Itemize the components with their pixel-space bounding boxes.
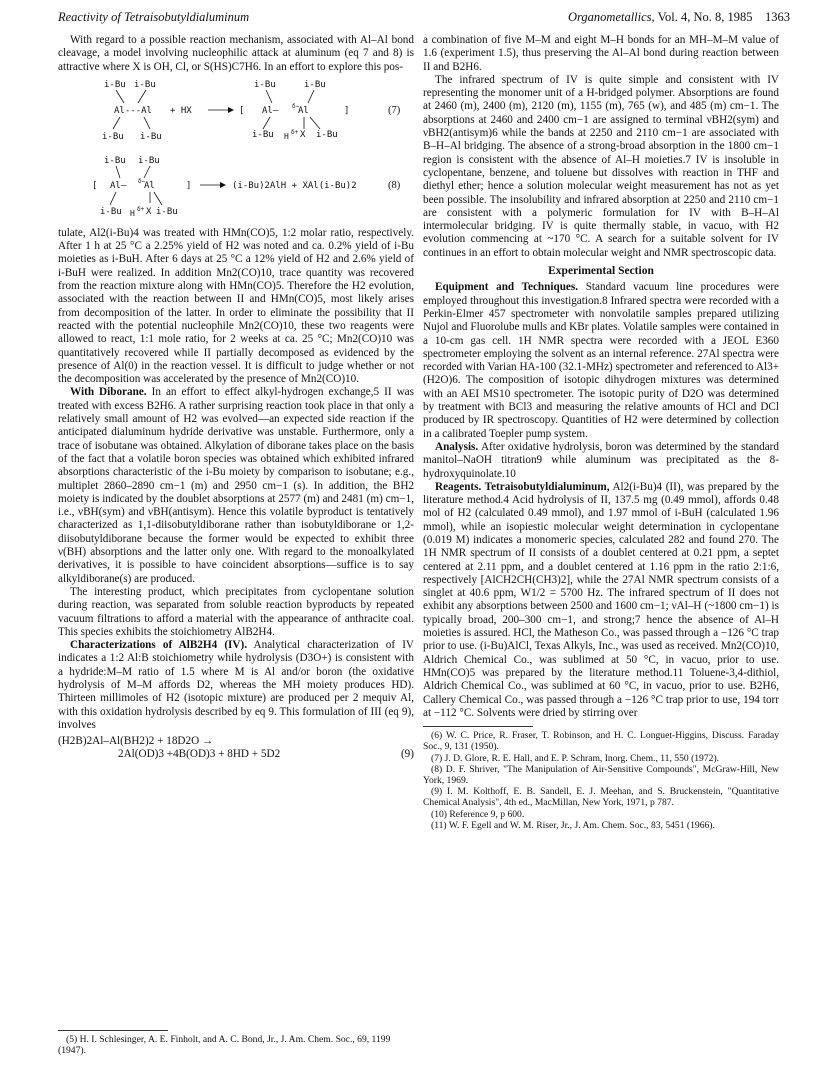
scheme-label: i-Bu — [104, 79, 126, 90]
journal-volume: Vol. 4, No. 8, 1985 — [657, 10, 753, 24]
footnote: (5) H. I. Schlesinger, A. E. Finholt, and A. C. Bond, Jr., J. Am. Chem. Soc., 69, 1199 (1947). — [58, 1034, 391, 1057]
footnote: (8) D. F. Shriver, "The Manipulation of Air-Sensitive Compounds", McGraw-Hill, New York, 1969. — [423, 763, 779, 786]
scheme-label: ] — [186, 180, 192, 191]
scheme-product-8: (i-Bu)2AlH + XAl(i-Bu)2 — [232, 180, 357, 191]
equation-9 — [58, 735, 414, 762]
footnote-rule — [423, 726, 533, 727]
footnote: (7) J. D. Glore, R. E. Hall, and E. P. Schram, Inorg. Chem., 11, 550 (1972). — [431, 752, 720, 764]
left-footnotes — [58, 1024, 414, 1056]
paragraph-text: Analytical characterization of IV indicates a 1:2 Al:B stoichiometry while hydrolysis (D3O+) is consistent with a hydride:M–M ratio of 1.5 where M is Al and/or boron (the oxidative hydrolysis of M–M affords D2, whereas the MH moiety produces HD). Thirteen millimoles of H2 (isotopic mixture) are produced per 2 mequiv Al, with this oxidation hydrolysis described by eq 9. This formulation of III (eq 9), involves — [58, 639, 414, 731]
running-head-title: Reactivity of Tetraisobutyldialuminum — [58, 10, 250, 24]
paragraph — [58, 639, 414, 732]
scheme-label: H — [130, 208, 135, 218]
scheme-label: X — [146, 206, 152, 217]
equation-line — [58, 748, 414, 761]
scheme-label: i-Bu — [104, 155, 126, 166]
paragraph-text: In an effort to effect alkyl-hydrogen exchange,5 II was treated with excess B2H6. A rather surprising reaction took place in that only a relatively small amount of H2 was evolved—an expected side reaction if the anticipated dialuminum hydride derivative was unstable. Furthermore, only a trace of isobutane was obtained. Alkylation of diborane takes place on the basis of the fact that a volatile boron species was obtained which exhibited infrared absorptions characteristic of the i-Bu moiety by comparison to isobutane; e.g., multiplet 2860–2890 cm−1 (m) and 2950 cm−1 (s). In addition, the BH2 moiety is indicated by the doublet absorptions at 2577 (m) and 2481 (m) cm−1, i.e., νBH(sym) and νBH(antisym). Hence this volatile byproduct is tentatively characterized as 1,1-diisobutyldiborane rather than isobutyldiborane or 1,2-diisobutyldiborane because the former would be expected to exhibit three ν(BH) absorptions and the latter only one. With regard to the monoalkylated derivatives, it is possible to have coincident absorptions—suffice is to say alkyldiborane(s) are produced. — [58, 386, 415, 585]
scheme-label: Al — [144, 180, 155, 191]
scheme-label: [ — [92, 180, 98, 191]
scheme-label: i-Bu — [138, 155, 160, 166]
scheme-label: Al— — [262, 105, 279, 116]
run-in-heading: Reagents. Tetraisobutyldialuminum, — [435, 480, 610, 493]
paragraph-text: Al2(i-Bu)4 (II), was prepared by the literature method.4 Acid hydrolysis of II, 137.5 mg (0.49 mmol), affords 0.48 mol of H2 (calculated 0.49 mmol), and 1.97 mmol of i-BuH (calculated 1.96 mmol), while an isopiestic molecular weight determination in cyclopentane (0.019 M) indicates a monomeric species, calculated 282 and found 270. The 1H NMR spectrum of II consists of a doublet centered at 0.21 ppm, a septet centered at 2.11 ppm, and a doublet centered at 1.16 ppm in the ratio 2:1:6, respectively [AlCH2CH(CH3)2], while the 27Al NMR spectrum consists of a singlet at 40.6 ppm, W1/2 = 5700 Hz. The infrared spectrum of II does not exhibit any absorptions between 2500 and 1600 cm−1; νAl–H (~1800 cm−1) is typically broad, 200–300 cm−1, and strong;7 hence the absence of Al–H moieties is assured. HCl, the Matheson Co., was passed through a −126 °C trap prior to use. (i-Bu)AlCl, Texas Alkyls, Inc., was used as received. Mn2(CO)10, Aldrich Chemical Co., was sublimed at 50 °C, in vacuo, prior to use. HMn(CO)5 was prepared by the literature method.11 Toluene-3,4-dithiol, Aldrich Chemical Co., was sublimed at 60 °C, in vacuo, prior to use. B2H6, Callery Chemical Co., was passed through a −126 °C trap prior to use, 194 torr at −112 °C. Solvents were dried by stirring over — [423, 480, 779, 719]
run-in-heading: Characterizations of AlB2H4 (IV). — [70, 639, 248, 652]
paragraph-text: Standard vacuum line procedures were employed throughout this investigation.8 Infrared spectra were recorded with a Perkin-Elmer 457 spectrometer with nonvolatile samples prepared utilizing Nujol and Fluorolube mulls and KBr plates. Volatile samples were contained in a 10-cm gas cell. 1H NMR spectra were recorded with a JEOL E360 spectrometer employing the solvent as an internal reference. 27Al spectra were recorded with Varian HA-100 (32.1-MHz) spectrometer and referenced to Al3+(H2O)6. The composition of isotopic dihydrogen mixtures was determined with an AEI MS10 spectrometer. The isotopic purity of D2O was determined by treatment with BCl3 and measuring the relative amounts of HCl and DCl produced by IR spectroscopy. Quantities of H2 were determined by collection in a calibrated Toepler pump system. — [423, 281, 780, 440]
paragraph — [423, 281, 779, 441]
scheme-label: i-Bu — [304, 79, 326, 90]
equation-text: 2Al(OD)3 +4B(OD)3 + 8HD + 5D2 — [118, 748, 281, 761]
running-head-journal — [568, 10, 790, 25]
paragraph: tulate, Al2(i-Bu)4 was treated with HMn(CO)5, 1:2 molar ratio, respectively. After 1 h at 25 °C a 2.25% yield of H2 was noted and ca. 0.2% yield of i-Bu moieties as i-BuH. After 6 days at 25 °C a 12% yield of H2 and 2.6% yield of i-BuH were realized. In addition Mn2(CO)10, trace quantity was recovered from the reaction mixture along with HMn(CO)5. Therefore the H2 evolution, associated with the reaction between II and HMn(CO)5, most likely arises from decomposition of the latter. In order to eliminate the possibility that II reacted with the potential nucleophile Mn2(CO)10, these two reagents were allowed to react, 1:1 mole ratio, for 2 weeks at ca. 25 °C; Mn2(CO)10 was quantitatively recovered while II partially decomposed as evidenced by the presence of Al(0) in the reaction vessel. It is difficult to judge whether or not the decomposition was accelerated by the presence of Mn2(CO)10. — [58, 226, 414, 386]
scheme-label: δ− — [292, 102, 300, 110]
paragraph — [423, 481, 779, 720]
scheme-label: i-Bu — [316, 129, 338, 140]
paragraph: The infrared spectrum of IV is quite simple and consistent with IV representing the monomer unit of a H-bridged polymer. Absorptions are found at 2460 (m), 2400 (m), 2120 (m), 1155 (m), 765 (w), and 485 (m) cm−1. The absorptions at 2460 and 2400 cm−1 are assigned to terminal νBH2(sym) and νBH2(antisym)6 while the bands at 2250 and 2110 cm−1 are associated with B–H–Al bridging. The absence of a strong-broad absorption in the 1800 cm−1 region is consistent with the absence of Al–H moieties.7 IV is insoluble in cyclopentane, benzene, and toluene but dissolves with reaction in THF and diethyl ether; hence a solution molecular weight measurement has not as yet been possible. The insolubility and infrared absorption at 2250 and 2110 cm−1 are consistent with a polymeric formulation for IV with B–H–Al intermolecular bridging. IV is quite thermally stable, in vacuo, with H2 evolution commencing at ~170 °C. A search for a suitable solvent for IV continues in an effort to obtain molecular weight and NMR spectroscopic data. — [423, 73, 779, 259]
paragraph: With regard to a possible reaction mechanism, associated with Al–Al bond cleavage, a model involving nucleophilic attack at aluminum (eq 7 and 8) is attractive where X is OH, Cl, or S(HS)C7H6. In an effort to explore this pos- — [58, 34, 414, 73]
left-column — [58, 34, 414, 766]
equation-line: (H2B)2Al–Al(BH2)2 + 18D2O → — [58, 735, 214, 748]
scheme-label: δ+ — [291, 128, 299, 136]
scheme-label: X — [300, 129, 306, 140]
scheme-label: δ− — [138, 177, 146, 185]
paragraph — [58, 386, 414, 585]
footnote-rule — [58, 1030, 168, 1031]
scheme-label: i-Bu — [100, 206, 122, 217]
scheme-label: i-Bu — [156, 206, 178, 217]
journal-name: Organometallics, — [567, 10, 655, 24]
equation-number: (9) — [400, 748, 414, 761]
footnote: (6) W. C. Price, R. Fraser, T. Robinson, and H. C. Longuet-Higgins, Discuss. Faraday Soc., 9, 131 (1950). — [423, 730, 779, 753]
footnote-list — [423, 730, 779, 831]
scheme-label: i-Bu — [134, 79, 156, 90]
run-in-heading: With Diborane. — [70, 386, 147, 399]
scheme-label: i-Bu — [102, 131, 124, 142]
footnote: (10) Reference 9, p 600. — [431, 808, 525, 820]
paragraph: The interesting product, which precipitates from cyclopentane solution during reaction, was separated from soluble reaction byproducts by repeated vacuum filtrations to afford a material with the appearance of anthracite coal. This species exhibits the stoichiometry AlB2H4. — [58, 585, 414, 638]
scheme-label: δ+ — [137, 205, 145, 213]
scheme-label: Al — [298, 105, 309, 116]
paragraph: a combination of five M–M and eight M–H bonds for an MH–M–M value of 1.6 (experiment 1.5), thus preserving the Al–Al bond during reaction between II and B2H6. — [423, 34, 779, 73]
scheme-label: ] — [344, 105, 350, 116]
reaction-scheme — [58, 77, 414, 225]
run-in-heading: Equipment and Techniques. — [435, 281, 579, 294]
footnote: (9) I. M. Kolthoff, E. B. Sandell, E. J. Meehan, and S. Bruckenstein, "Quantitative Chemical Analysis", 4th ed., MacMillan, New York, 1971, p 787. — [423, 786, 779, 809]
footnote: (11) W. F. Egell and W. M. Riser, Jr., J. Am. Chem. Soc., 83, 5451 (1966). — [431, 819, 715, 831]
equation-number-8: (8) — [388, 179, 401, 191]
scheme-label: [ — [239, 105, 245, 116]
paragraph — [423, 441, 779, 481]
scheme-label: Al— — [110, 180, 127, 191]
reaction-scheme-drawing — [58, 77, 414, 225]
right-column — [423, 34, 779, 831]
scheme-label: i-Bu — [140, 131, 162, 142]
scheme-label: Al---Al — [114, 105, 152, 116]
section-title: Experimental Section — [548, 265, 654, 278]
equation-number-7: (7) — [388, 104, 401, 116]
page-number: 1363 — [765, 10, 790, 24]
scheme-label: i-Bu — [252, 129, 274, 140]
run-in-heading: Analysis. — [435, 440, 479, 453]
scheme-label: H — [284, 131, 289, 141]
scheme-label: + HX — [170, 105, 192, 116]
scheme-label: i-Bu — [254, 79, 276, 90]
paragraph-text: After oxidative hydrolysis, boron was determined by the standard manitol–NaOH titration9 while aluminum was precipitated as the 8-hydroxyquinolate.10 — [423, 440, 779, 480]
